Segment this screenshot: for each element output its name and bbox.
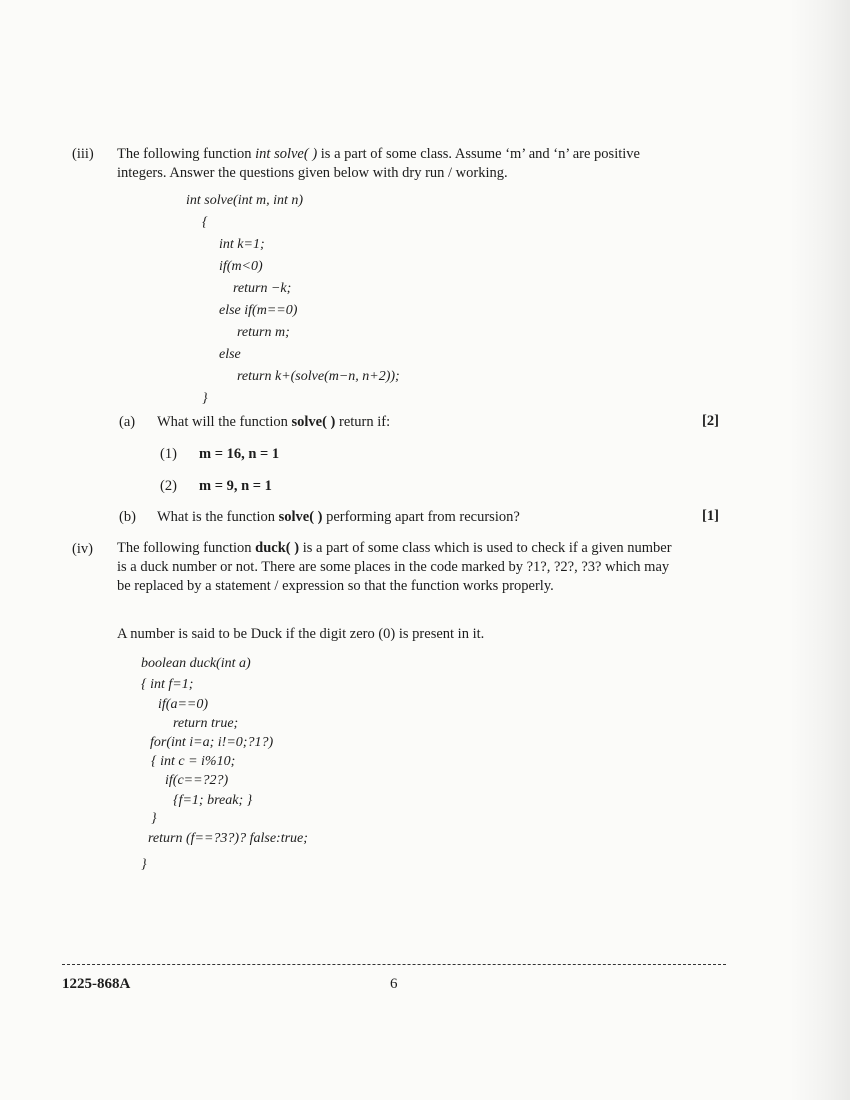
part-a-label: (a) [119, 414, 136, 430]
part-a-function: solve( ) [291, 414, 336, 430]
part-a-text-after: return if: [335, 414, 391, 430]
question-iv-intro-function: duck( ) [255, 540, 300, 556]
code-line: } [151, 811, 157, 826]
part-a-question [157, 414, 390, 431]
duck-number-definition: A number is said to be Duck if the digit zero (0) is present in it. [117, 626, 485, 642]
code-line: return true; [173, 716, 239, 731]
code-line: else [219, 347, 241, 362]
part-a-item-1-values: m = 16, n = 1 [199, 446, 280, 462]
part-b-marks: [1] [702, 508, 719, 524]
code-line: int solve(int m, int n) [186, 193, 304, 208]
question-iv-number: (iv) [72, 541, 93, 557]
question-iv-intro-before: The following function [117, 540, 256, 556]
question-iii-intro-before: The following function [117, 146, 256, 162]
part-b-text-before: What is the function [157, 509, 279, 525]
paper-code: 1225-868A [62, 976, 131, 992]
question-iii-intro [117, 145, 679, 183]
code-line: if(c==?2?) [165, 773, 229, 788]
footer-divider [62, 964, 726, 965]
code-line: return m; [237, 325, 290, 340]
part-a-item-2-label: (2) [160, 478, 177, 494]
part-b-question [157, 509, 520, 526]
question-iv-intro [117, 539, 679, 596]
page-shadow [790, 0, 850, 1100]
code-line: for(int i=a; i!=0;?1?) [150, 735, 274, 750]
code-line: int k=1; [219, 237, 265, 252]
code-line: return (f==?3?)? false:true; [148, 831, 308, 846]
code-line: return −k; [233, 281, 292, 296]
code-line: } [202, 391, 208, 406]
part-b-label: (b) [119, 509, 136, 525]
question-iv-intro-after: is a part of some class which is used to check if a given number is a duck number or not. There are some places in the code marked by ?1?, ?2?, ?3? which may be replaced by a statement / expression so that the function works properly. [117, 540, 672, 594]
part-b-text-after: performing apart from recursion? [322, 509, 520, 525]
code-line: { int f=1; [141, 677, 194, 692]
part-a-item-2-values: m = 9, n = 1 [199, 478, 272, 494]
code-line: { [202, 215, 208, 230]
part-b-function: solve( ) [278, 509, 323, 525]
question-iii-intro-after: is a part of some class. Assume ‘m’ and ‘n’ are positive integers. Answer the questions given below with dry run / working. [117, 146, 640, 181]
part-a-text-before: What will the function [157, 414, 292, 430]
code-line: else if(m==0) [219, 303, 298, 318]
code-line: if(m<0) [219, 259, 263, 274]
part-a-item-1-label: (1) [160, 446, 177, 462]
code-line: if(a==0) [158, 697, 208, 712]
code-line: { int c = i%10; [151, 754, 236, 769]
part-a-marks: [2] [702, 413, 719, 429]
code-line: } [141, 857, 147, 872]
code-line: boolean duck(int a) [141, 656, 251, 671]
code-line: return k+(solve(m−n, n+2)); [237, 369, 400, 384]
question-iii-intro-function: int solve( ) [255, 146, 318, 162]
question-iii-number: (iii) [72, 146, 94, 162]
code-line: {f=1; break; } [173, 793, 253, 808]
page-number: 6 [390, 976, 398, 992]
